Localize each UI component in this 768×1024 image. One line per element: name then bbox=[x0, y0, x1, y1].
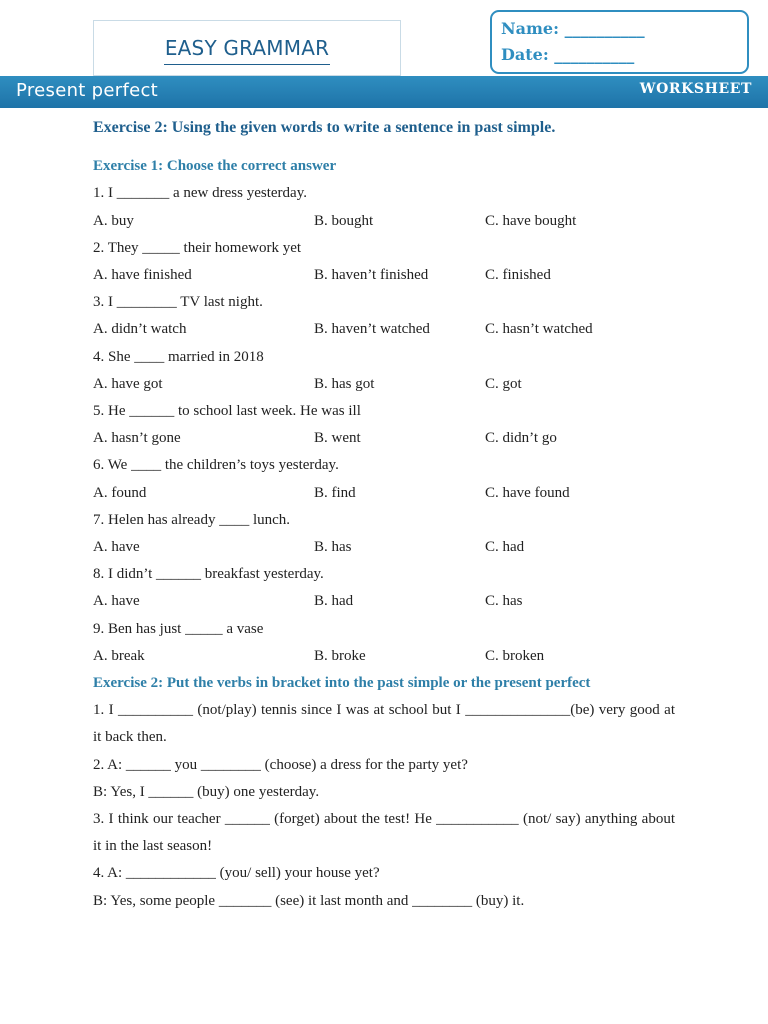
worksheet-content bbox=[93, 114, 675, 915]
answer-options bbox=[93, 480, 675, 507]
answer-options bbox=[93, 588, 675, 615]
question-text: 1. I _______ a new dress yesterday. bbox=[93, 185, 307, 202]
option-c: C. broken bbox=[485, 647, 545, 664]
option-a: A. have finished bbox=[93, 267, 192, 283]
question-9 bbox=[93, 616, 675, 670]
option-a: A. buy bbox=[93, 212, 134, 229]
answer-options bbox=[93, 371, 675, 398]
option-c: C. have found bbox=[485, 484, 570, 501]
option-c: C. finished bbox=[485, 267, 551, 283]
option-a: A. found bbox=[93, 484, 147, 501]
option-b: B. haven’t finished bbox=[314, 267, 429, 283]
date-field[interactable]: Date: __________ bbox=[501, 45, 635, 64]
question-8 bbox=[93, 561, 675, 615]
exercise2-item: 3. I think our teacher ______ (forget) about the test! He ___________ (not/ say) anything about it in the last season! bbox=[93, 810, 675, 855]
option-c: C. hasn’t watched bbox=[485, 321, 593, 338]
question-text: 5. He ______ to school last week. He was ill bbox=[93, 402, 361, 419]
option-c: C. had bbox=[485, 538, 525, 555]
answer-options bbox=[93, 534, 675, 561]
question-5 bbox=[93, 398, 675, 452]
question-text: 6. We ____ the children’s toys yesterday. bbox=[93, 457, 339, 474]
name-date-box bbox=[490, 10, 749, 74]
option-a: A. hasn’t gone bbox=[93, 430, 181, 447]
question-text: 8. I didn’t ______ breakfast yesterday. bbox=[93, 566, 324, 583]
exercise2-item: 2. A: ______ you ________ (choose) a dress for the party yet? bbox=[93, 756, 468, 773]
exercise2-item: B: Yes, I ______ (buy) one yesterday. bbox=[93, 783, 320, 800]
option-a: A. didn’t watch bbox=[93, 321, 187, 338]
question-text: 9. Ben has just _____ a vase bbox=[93, 620, 264, 637]
question-3 bbox=[93, 289, 675, 343]
option-a: A. break bbox=[93, 647, 145, 664]
topic-label: Present perfect bbox=[16, 80, 159, 101]
question-text: 2. They _____ their homework yet bbox=[93, 239, 302, 256]
option-b: B. find bbox=[314, 484, 356, 501]
option-b: B. haven’t watched bbox=[314, 321, 430, 338]
answer-options bbox=[93, 316, 675, 343]
option-c: C. got bbox=[485, 375, 522, 392]
option-b: B. bought bbox=[314, 212, 374, 229]
exercise2-item: B: Yes, some people _______ (see) it last month and ________ (buy) it. bbox=[93, 892, 525, 909]
answer-options bbox=[93, 425, 675, 452]
option-c: C. have bought bbox=[485, 212, 577, 229]
name-field[interactable]: Name: __________ bbox=[501, 19, 645, 38]
exercise1-heading: Exercise 1: Choose the correct answer bbox=[93, 158, 337, 175]
exercise2-heading: Exercise 2: Put the verbs in bracket into the past simple or the present perfect bbox=[93, 674, 591, 691]
option-a: A. have bbox=[93, 538, 140, 555]
question-1 bbox=[93, 180, 675, 234]
option-b: B. has bbox=[314, 538, 352, 555]
answer-options bbox=[93, 208, 675, 235]
answer-options bbox=[93, 262, 675, 289]
exercise2-item: 4. A: ____________ (you/ sell) your house yet? bbox=[93, 865, 380, 882]
option-b: B. had bbox=[314, 593, 354, 610]
option-a: A. have got bbox=[93, 375, 163, 392]
option-b: B. went bbox=[314, 430, 361, 447]
option-a: A. have bbox=[93, 593, 140, 610]
question-7 bbox=[93, 507, 675, 561]
exercise2-item: 1. I __________ (not/play) tennis since I was at school but I ______________(be) very good at it back then. bbox=[93, 702, 675, 746]
question-text: 4. She ____ married in 2018 bbox=[93, 348, 264, 365]
option-c: C. didn’t go bbox=[485, 430, 557, 447]
worksheet-title: EASY GRAMMAR bbox=[164, 36, 330, 60]
option-b: B. has got bbox=[314, 375, 375, 392]
worksheet-label: WORKSHEET bbox=[639, 81, 752, 97]
question-6 bbox=[93, 452, 675, 506]
question-text: 7. Helen has already ____ lunch. bbox=[93, 511, 291, 528]
question-2 bbox=[93, 235, 675, 289]
title-box bbox=[93, 20, 401, 76]
question-text: 3. I ________ TV last night. bbox=[93, 294, 263, 311]
option-b: B. broke bbox=[314, 647, 366, 664]
title-underline bbox=[164, 64, 330, 65]
answer-options bbox=[93, 643, 675, 670]
question-4 bbox=[93, 344, 675, 398]
top-exercise-heading: Exercise 2: Using the given words to write a sentence in past simple. bbox=[93, 119, 556, 136]
option-c: C. has bbox=[485, 593, 523, 610]
